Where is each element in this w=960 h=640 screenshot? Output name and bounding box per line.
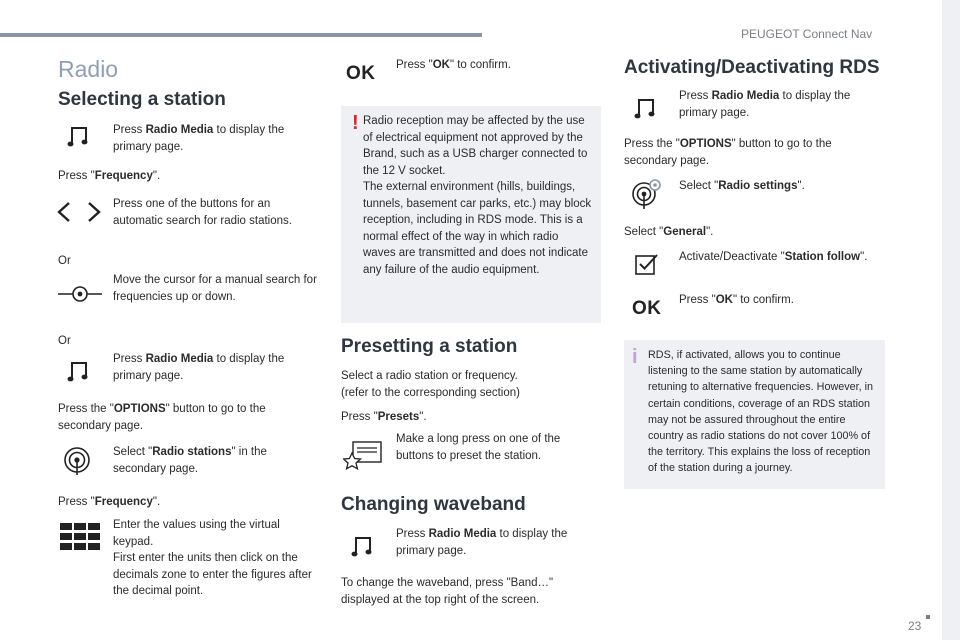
step-slider-search: Move the cursor for a manual search for frequencies up or down.: [113, 274, 317, 303]
or-label-2: Or: [58, 335, 71, 347]
section-title-presetting: Presetting a station: [341, 336, 518, 357]
page-edge-strip: [942, 0, 960, 640]
music-note-icon: [350, 532, 376, 558]
music-note-icon: [66, 122, 92, 148]
select-radio-settings: Select "Radio settings".: [679, 180, 805, 192]
music-note-icon: [66, 357, 92, 383]
slider-icon: [58, 284, 102, 304]
radio-settings-icon: [630, 178, 662, 210]
keypad-icon: [60, 523, 100, 551]
warning-icon: !: [352, 112, 359, 134]
station-follow-toggle: Activate/Deactivate "Station follow".: [679, 251, 868, 263]
waveband-step: Press Radio Media to display the primary page.: [396, 528, 568, 557]
info-icon: i: [632, 346, 638, 368]
page-number: 23: [908, 619, 922, 633]
confirm-ok: Press "OK" to confirm.: [396, 59, 511, 71]
ok-icon: OK: [346, 63, 376, 84]
select-radio-stations: Select "Radio stations" in the secondary page.: [113, 446, 267, 475]
press-presets: Press "Presets".: [341, 411, 427, 423]
section-title-waveband: Changing waveband: [341, 494, 526, 515]
radio-stations-icon: [62, 446, 92, 476]
options-instruction: Press the "OPTIONS" button to go to the secondary page.: [58, 403, 266, 432]
chevron-right-icon: [86, 201, 102, 223]
step-radio-media: Press Radio Media to display the primary page.: [113, 124, 285, 153]
preset-intro: Select a radio station or frequency. (refer to the corresponding section): [341, 370, 520, 399]
checkbox-icon: [635, 253, 659, 275]
rds-options-instruction: Press the "OPTIONS" button to go to the secondary page.: [624, 138, 832, 167]
page-title: Radio: [58, 56, 119, 82]
brand-label: PEUGEOT Connect Nav: [741, 27, 873, 41]
section-title-selecting: Selecting a station: [58, 89, 226, 110]
section-title-rds: Activating/Deactivating RDS: [624, 57, 880, 78]
step-radio-media-2: Press Radio Media to display the primary page.: [113, 353, 285, 382]
rds-step-radio-media: Press Radio Media to display the primary page.: [679, 90, 851, 119]
rds-info-text: RDS, if activated, allows you to continue listening to the same station by automatically retuning to alternative frequencies. However, in certain conditions, coverage of an RDS station may not be assured throughout the entire country as radio stations do not cover 100% of the territory. This explains the loss of reception of the station during a journey.: [648, 349, 874, 475]
chevron-left-icon: [56, 201, 72, 223]
preset-star-icon: [343, 440, 383, 470]
music-note-icon: [633, 94, 659, 120]
select-general: Select "General".: [624, 226, 714, 238]
keypad-instructions: Enter the values using the virtual keypad. First enter the units then click on the decimals zone to enter the figures after the decimal point.: [113, 519, 312, 597]
press-frequency-1: Press "Frequency".: [58, 170, 161, 182]
ok-icon: OK: [632, 298, 662, 319]
page-bullet: [926, 615, 930, 619]
or-label-1: Or: [58, 255, 71, 267]
warning-text: Radio reception may be affected by the use of electrical equipment not approved by the Brand, such as a USB charger connected to the 12 V socket. The external environment (hills, buildings, tunnels, basement car parks, etc.) may block reception, including in RDS mode. This is a normal effect of the way in which radio waves are transmitted and does not indicate any failure of the audio equipment.: [363, 115, 592, 276]
press-frequency-2: Press "Frequency".: [58, 496, 161, 508]
rds-confirm-ok: Press "OK" to confirm.: [679, 294, 794, 306]
step-arrows-search: Press one of the buttons for an automatic search for radio stations.: [113, 198, 292, 227]
header-bar: [0, 33, 482, 37]
preset-step: Make a long press on one of the buttons to preset the station.: [396, 433, 561, 462]
waveband-text: To change the waveband, press "Band…" displayed at the top right of the screen.: [341, 577, 554, 606]
